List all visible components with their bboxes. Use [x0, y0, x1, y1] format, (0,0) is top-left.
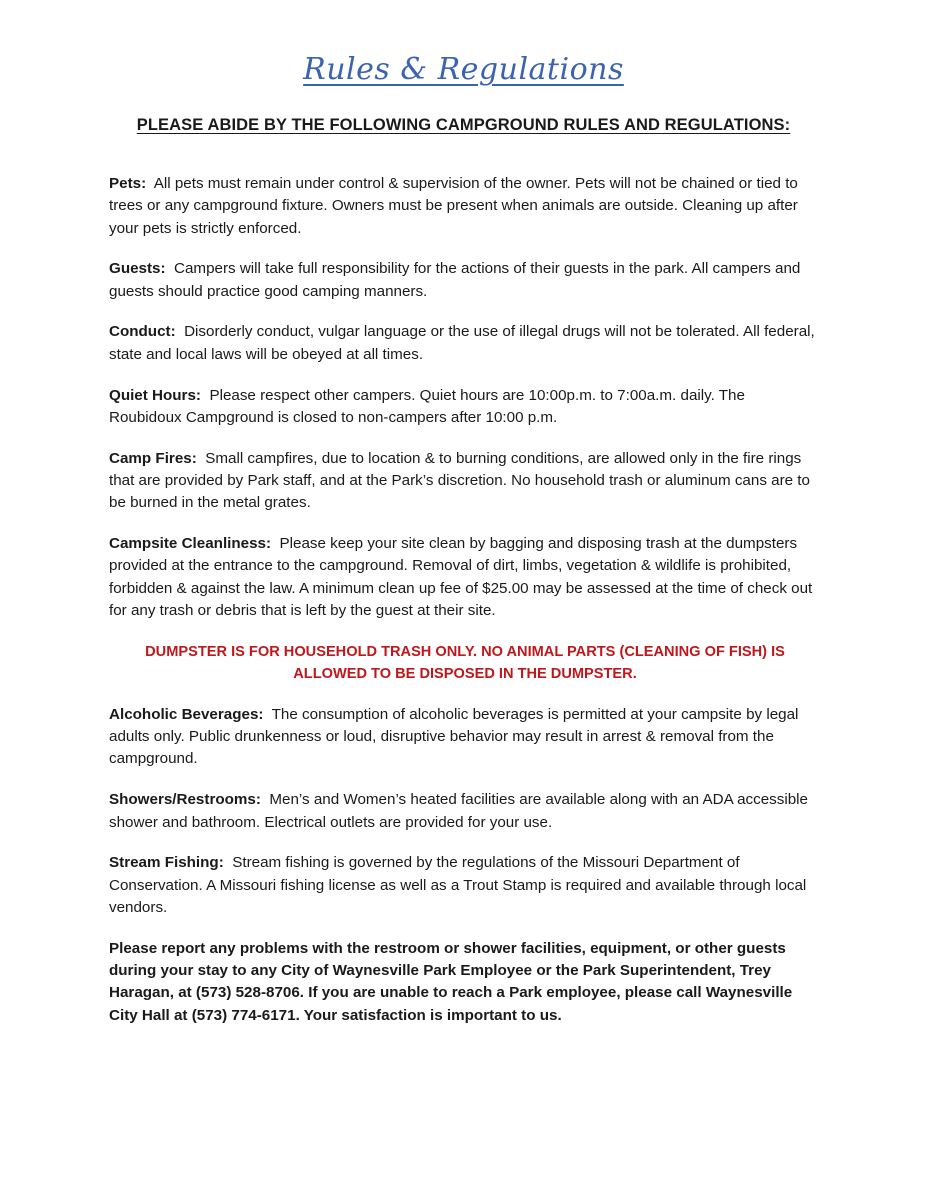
rule-text: Please respect other campers. Quiet hours are 10:00p.m. to 7:00a.m. daily. The Roubidoux Campground is closed to non-campers after 10:00 p.m.: [109, 386, 745, 426]
rule-text: Men’s and Women’s heated facilities are available along with an ADA accessible shower and bathroom. Electrical outlets are provided for your use.: [109, 791, 809, 831]
rule-label: Stream Fishing:: [109, 854, 224, 872]
rules-content: [109, 173, 821, 1027]
rule-text: Please keep your site clean by bagging and disposing trash at the dumpsters provided at the entrance to the campground. Removal of dirt, limbs, vegetation & wildlife is prohibited, forbidden & against the law. A minimum clean up fee of $25.00 may be assessed at the time of check out for any trash or debris that is left by the guest at their site.: [109, 535, 813, 619]
rule-campsite-cleanliness: [109, 533, 821, 622]
rule-label: Pets:: [109, 175, 147, 192]
dumpster-notice-line-2: ALLOWED TO BE DISPOSED IN THE DUMPSTER.: [293, 666, 637, 683]
dumpster-notice-line-1: DUMPSTER IS FOR HOUSEHOLD TRASH ONLY. NO ANIMAL PARTS (CLEANING OF FISH) IS: [145, 643, 785, 660]
rule-stream-fishing: [109, 852, 821, 919]
rule-label: Camp Fires:: [109, 449, 197, 467]
rule-label: Showers/Restrooms:: [109, 791, 261, 809]
closing-statement: Please report any problems with the restroom or shower facilities, equipment, or other guests during your stay to any City of Waynesville Park Employee or the Park Superintendent, Trey Haragan, at (573) 528-8706. If you are unable to reach a Park employee, please call Waynesville City Hall at (573) 774-6171. Your satisfaction is important to us.: [109, 939, 793, 1024]
rule-showers-restrooms: [109, 789, 821, 834]
rule-text: Stream fishing is governed by the regulations of the Missouri Department of Conservation. A Missouri fishing license as well as a Trout Stamp is required and available through local vendors.: [109, 854, 807, 916]
rule-conduct: [109, 321, 821, 366]
page-heading: PLEASE ABIDE BY THE FOLLOWING CAMPGROUND RULES AND REGULATIONS:: [136, 116, 791, 134]
dumpster-notice: [109, 641, 821, 686]
rule-text: All pets must remain under control & supervision of the owner. Pets will not be chained or tied to trees or any campground fixture. Owners must be present when animals are outside. Cleaning up after your pets is strictly enforced.: [109, 175, 798, 237]
rule-text: The consumption of alcoholic beverages is permitted at your campsite by legal adults only. Public drunkenness or loud, disruptive behavior may result in arrest & removal from the campground.: [109, 705, 799, 768]
rule-quiet-hours: [109, 385, 821, 430]
rule-camp-fires: [109, 448, 821, 515]
rule-label: Conduct:: [109, 323, 176, 341]
rule-label: Quiet Hours:: [109, 386, 201, 404]
rule-label: Alcoholic Beverages:: [109, 705, 264, 723]
page-title: Rules & Regulations: [303, 52, 624, 87]
rule-text: Small campfires, due to location & to burning conditions, are allowed only in the fire rings that are provided by Park staff, and at the Park’s discretion. No household trash or aluminum cans are to be burned in the metal grates.: [109, 449, 810, 512]
rule-label: Guests:: [109, 260, 166, 278]
rule-text: Disorderly conduct, vulgar language or the use of illegal drugs will not be tolerated. All federal, state and local laws will be obeyed at all times.: [109, 323, 815, 363]
rule-pets: [109, 173, 821, 240]
rule-guests: [109, 258, 821, 303]
rule-alcoholic-beverages: [109, 704, 821, 771]
rule-label: Campsite Cleanliness:: [109, 535, 272, 553]
rule-text: Campers will take full responsibility for the actions of their guests in the park. All campers and guests should practice good camping manners.: [109, 260, 801, 300]
